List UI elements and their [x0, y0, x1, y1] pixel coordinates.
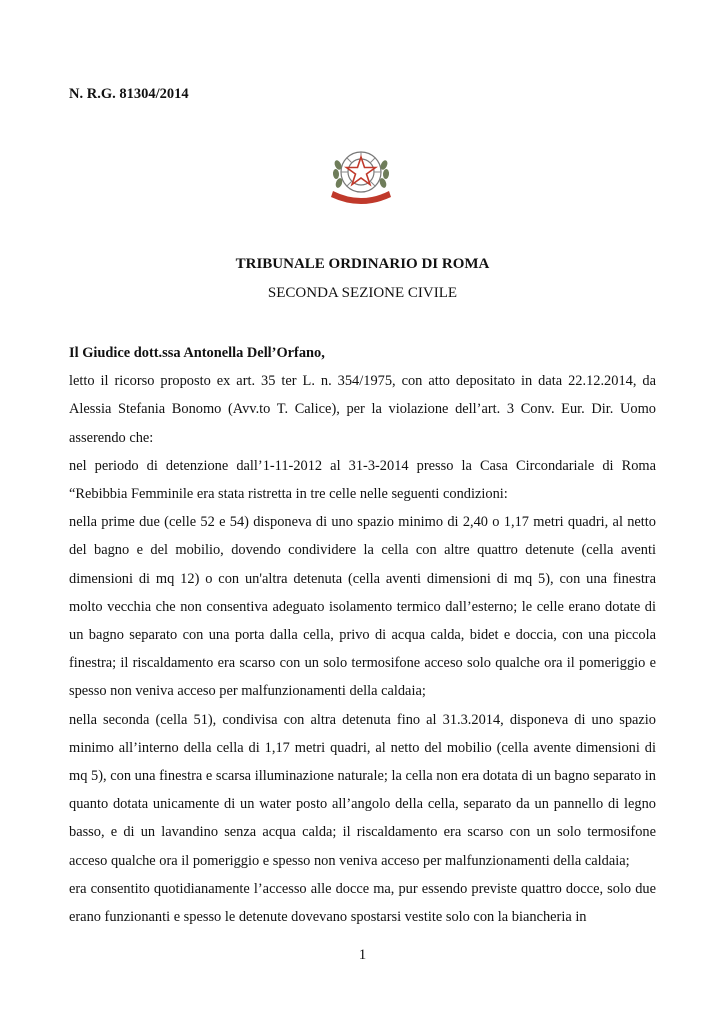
paragraph: nel periodo di detenzione dall’1-11-2012 al 31-3-2014 presso la Casa Circondariale di Roma “Rebibbia Femminile era stata ristretta in tre celle nelle seguenti condizioni: — [69, 457, 656, 503]
case-number: N. R.G. 81304/2014 — [69, 86, 189, 102]
italian-republic-emblem-icon — [325, 139, 397, 211]
court-name: TRIBUNALE ORDINARIO DI ROMA — [235, 256, 490, 272]
paragraph: era consentito quotidianamente l’accesso alle docce ma, pur essendo previste quattro docce, solo due erano funzionanti e spesso le detenute dovevano spostarsi vestite solo con la biancheria in — [69, 880, 656, 926]
paragraph: nella prime due (celle 52 e 54) disponeva di uno spazio minimo di 2,40 o 1,17 metri quadri, al netto del bagno e del mobilio, dovendo condividere la cella con altre quattro detenute (cella aventi dimensioni di mq 12) o con un'altra detenuta (cella aventi dimensioni di mq 5), con una finestra molto vecchia che non consentiva adeguato isolamento termico dall’esterno; le celle erano dotate di un bagno separato con una porta dalla cella, privo di acqua calda, bidet e doccia, con una piccola finestra; il riscaldamento era scarso con un solo termosifone acceso solo qualche ora il pomeriggio e spesso non veniva acceso per malfunzionamenti della caldaia; — [69, 514, 656, 700]
paragraph: letto il ricorso proposto ex art. 35 ter L. n. 354/1975, con atto depositato in data 22.12.2014, da Alessia Stefania Bonomo (Avv.to T. Calice), per la violazione dell’art. 3 Conv. Eur. Dir. Uomo asserendo che: — [69, 373, 656, 446]
judge-line: Il Giudice dott.ssa Antonella Dell’Orfano, — [69, 345, 325, 361]
document-body — [69, 339, 656, 931]
page-number: 1 — [358, 947, 367, 963]
paragraph: nella seconda (cella 51), condivisa con altra detenuta fino al 31.3.2014, disponeva di uno spazio minimo all’interno della cella di 1,17 metri quadri, al netto del mobilio (cella avente dimensioni di mq 5), con una finestra e scarsa illuminazione naturale; la cella non era dotata di un bagno separato in quanto dotata unicamente di un water posto all’angolo della cella, separato da un pannello di legno basso, e di un lavandino senza acqua calda; il riscaldamento era scarso con un solo termosifone acceso qualche ora il pomeriggio e spesso non veniva acceso per malfunzionamenti della caldaia; — [69, 711, 656, 869]
court-section: SECONDA SEZIONE CIVILE — [267, 285, 458, 301]
